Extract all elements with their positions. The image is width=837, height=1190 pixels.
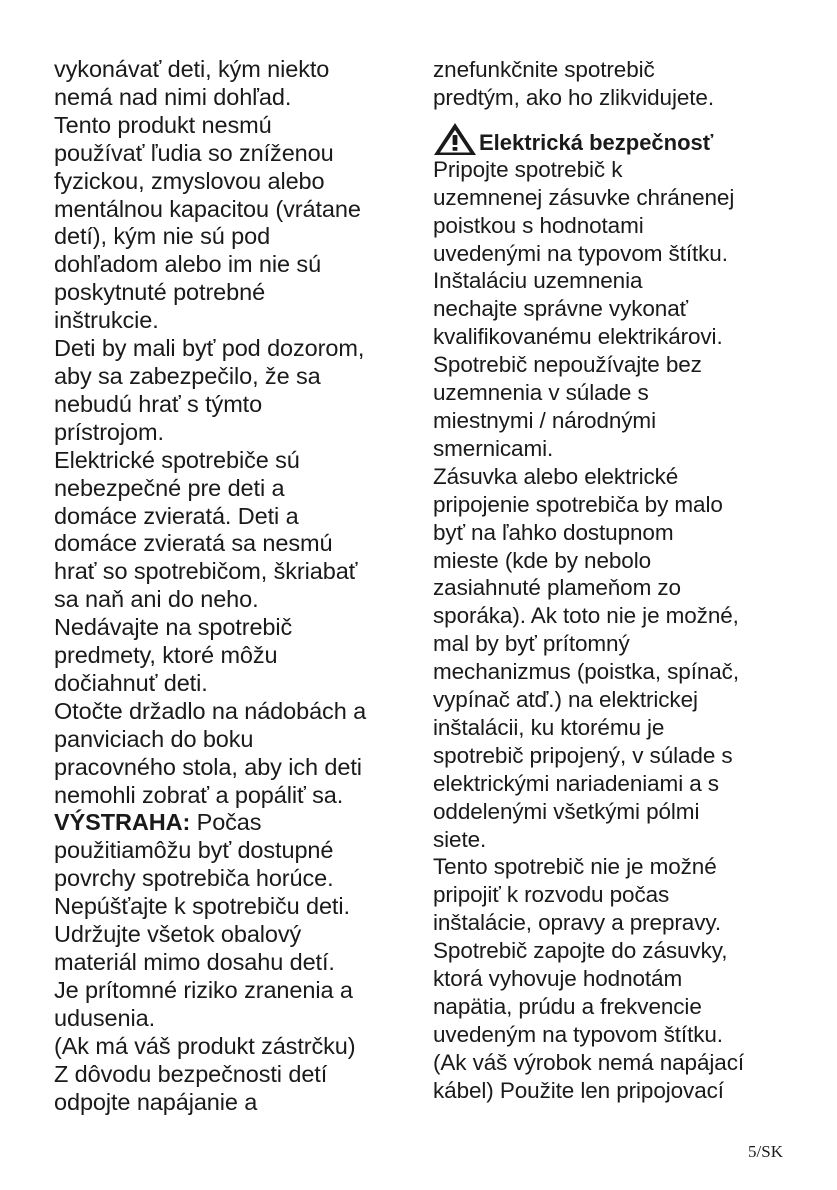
text-line: sa naň ani do neho.	[54, 586, 259, 613]
text-line: zasiahnuté plameňom zo	[433, 575, 681, 601]
text-line: udusenia.	[54, 1004, 156, 1031]
text-line: panviciach do boku	[54, 725, 254, 752]
text-line: Deti by mali byť pod dozorom,	[54, 335, 365, 362]
text-line: mentálnou kapacitou (vrátane	[54, 195, 361, 222]
text-line: smernicami.	[433, 435, 554, 461]
text-line: nemá nad nimi dohľad.	[54, 83, 292, 110]
text-line: Spotrebič zapojte do zásuvky,	[433, 938, 728, 964]
text-line: pripojiť k rozvodu počas	[433, 882, 670, 908]
text-line: znefunkčnite spotrebič	[433, 57, 655, 82]
text-line: mechanizmus (poistka, spínač,	[433, 659, 739, 685]
text-line: predtým, ako ho zlikvidujete.	[433, 84, 714, 110]
warning-label: VÝSTRAHA:	[54, 809, 191, 836]
text-line: prístrojom.	[54, 418, 164, 445]
text-line: domáce zvieratá sa nesmú	[54, 530, 333, 557]
text-line: Je prítomné riziko zranenia a	[54, 976, 353, 1003]
text-line: nebezpečné pre deti a	[54, 474, 285, 501]
text-line: mieste (kde by nebolo	[433, 547, 652, 573]
text-line: Elektrické spotrebiče sú	[54, 446, 300, 473]
text-line: byť na ľahko dostupnom	[433, 519, 674, 545]
text-line: spotrebič pripojený, v súlade s	[433, 742, 733, 768]
text-line: inštrukcie.	[54, 307, 159, 334]
left-text-block-2	[54, 837, 410, 1116]
page-number: 5/SK	[748, 1142, 783, 1161]
left-column	[54, 56, 410, 1116]
text-line: Nepúšťajte k spotrebiču deti.	[54, 893, 350, 920]
text-line: Tento produkt nesmú	[54, 111, 272, 138]
text-line: Nedávajte na spotrebič	[54, 614, 293, 641]
text-line: hrať so spotrebičom, škriabať	[54, 558, 358, 585]
text-line: miestnymi / národnými	[433, 407, 656, 433]
text-line: Udržujte všetok obalový	[54, 921, 302, 948]
text-line: ktorá vyhovuje hodnotám	[433, 966, 683, 992]
text-line: odpojte napájanie a	[54, 1088, 258, 1115]
right-body-block	[433, 156, 793, 1105]
text-line: predmety, ktoré môžu	[54, 642, 278, 669]
warning-triangle-icon	[433, 122, 477, 156]
text-line: používať ľudia so zníženou	[54, 139, 334, 166]
text-line: kvalifikovanému elektrikárovi.	[433, 324, 723, 350]
text-line: pracovného stola, aby ich deti	[54, 753, 362, 780]
section-heading-text: Elektrická bezpečnosť	[479, 129, 714, 155]
text-line: Otočte držadlo na nádobách a	[54, 697, 367, 724]
text-line: napätia, prúdu a frekvencie	[433, 994, 702, 1019]
text-line: uzemnenia v súlade s	[433, 380, 649, 406]
text-line: oddelenými všetkými pólmi	[433, 798, 700, 824]
text-line: poistkou s hodnotami	[433, 212, 644, 238]
text-line: pripojenie spotrebiča by malo	[433, 491, 723, 517]
warning-line-rest: Počas	[190, 809, 262, 836]
text-line: poskytnuté potrebné	[54, 279, 266, 306]
text-line: uvedenými na typovom štítku.	[433, 240, 728, 266]
text-line: Zásuvka alebo elektrické	[433, 463, 679, 489]
text-line: detí), kým nie sú pod	[54, 223, 271, 250]
text-line: fyzickou, zmyslovou alebo	[54, 167, 325, 194]
text-line: dočiahnuť deti.	[54, 669, 208, 696]
text-line: vypínač atď.) na elektrickej	[433, 687, 698, 713]
text-line: Spotrebič nepoužívajte bez	[433, 352, 702, 378]
text-line: materiál mimo dosahu detí.	[54, 949, 335, 975]
text-line: siete.	[433, 826, 487, 852]
text-line: vykonávať deti, kým niekto	[54, 56, 330, 82]
text-line: uzemnenej zásuvke chránenej	[433, 184, 735, 210]
text-line: nebudú hrať s týmto	[54, 390, 263, 417]
text-line: mal by byť prítomný	[433, 631, 630, 657]
text-line: inštalácie, opravy a prepravy.	[433, 910, 721, 936]
text-line: domáce zvieratá. Deti a	[54, 502, 299, 529]
text-line: Z dôvodu bezpečnosti detí	[54, 1060, 328, 1087]
text-line: aby sa zabezpečilo, že sa	[54, 362, 321, 389]
warning-line	[54, 809, 410, 837]
text-line: (Ak váš výrobok nemá napájací	[433, 1049, 745, 1075]
text-line: nechajte správne vykonať	[433, 296, 688, 322]
text-line: Pripojte spotrebič k	[433, 156, 623, 182]
text-line: použitiamôžu byť dostupné	[54, 837, 334, 864]
text-line: elektrickými nariadeniami a s	[433, 770, 719, 796]
text-line: sporáka). Ak toto nie je možné,	[433, 603, 739, 629]
right-column	[433, 56, 793, 1105]
text-line: Inštaláciu uzemnenia	[433, 268, 643, 294]
left-text-block-1	[54, 56, 410, 809]
text-line: inštalácii, ku ktorému je	[433, 714, 665, 740]
text-line: dohľadom alebo im nie sú	[54, 251, 322, 278]
section-heading-electrical-safety	[433, 120, 793, 156]
text-line: kábel) Použite len pripojovací	[433, 1077, 724, 1103]
text-line: uvedeným na typovom štítku.	[433, 1021, 723, 1047]
right-intro-block	[433, 56, 793, 112]
text-line: povrchy spotrebiča horúce.	[54, 865, 334, 892]
text-line: (Ak má váš produkt zástrčku)	[54, 1032, 356, 1059]
text-line: nemohli zobrať a popáliť sa.	[54, 781, 344, 808]
text-line: Tento spotrebič nie je možné	[433, 854, 717, 880]
